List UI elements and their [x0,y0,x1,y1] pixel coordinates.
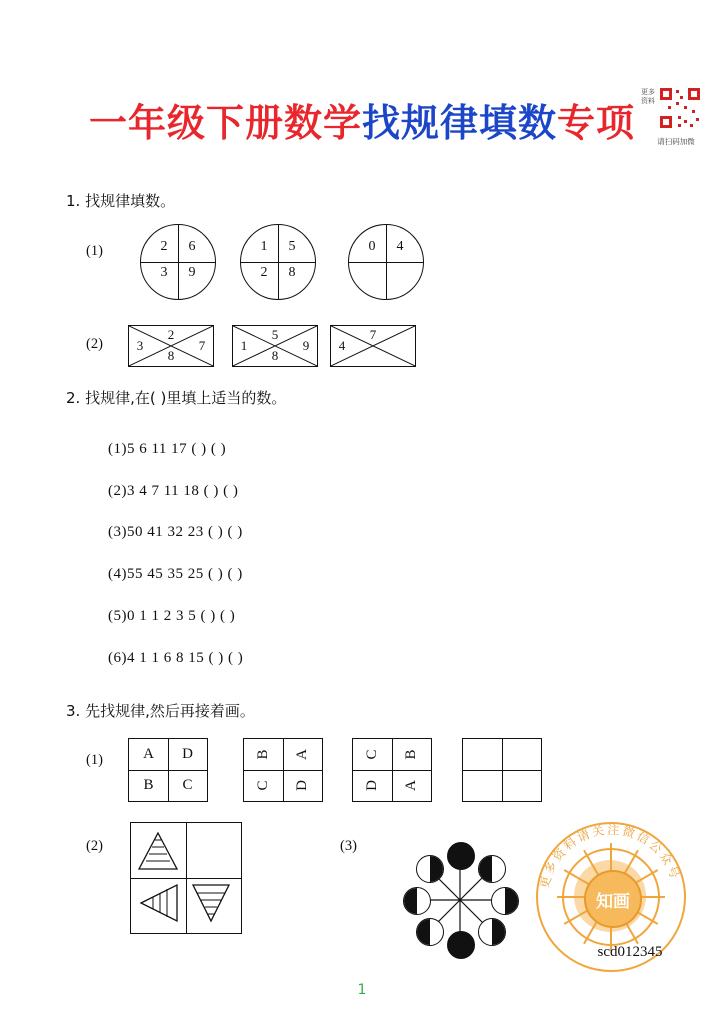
letter-box-3 [352,738,432,802]
title-part1: 一年级下册数学 [88,101,362,145]
moon-pinwheel-figure [390,842,530,962]
q2-row-3: (3)50 41 32 23 ( ) ( ) [108,524,243,540]
circle-3-top-left: 0 [368,239,376,254]
moon-top [447,842,475,870]
letter-box-1-cell-2: D [182,746,193,762]
letter-box-4-cell-2 [502,739,541,770]
q2-row-6: (6)4 1 1 6 8 15 ( ) ( ) [108,650,244,666]
letter-box-2-cell-3: C [255,780,271,791]
circle-2-top-right: 5 [288,239,296,254]
rect-2-top: 5 [271,327,279,342]
q1-item-2-label: (2) [86,336,103,352]
circle-1-top-right: 6 [188,239,196,254]
q3-item-2-label: (2) [86,838,103,854]
svg-text:更多资料请关注微信公众号: 更多资料请关注微信公众号 [537,822,683,890]
qr-code-image [658,86,702,130]
moon-bottom-right [478,918,506,946]
letter-box-1-cell-3: B [143,777,154,793]
letter-box-4-cell-1 [463,739,502,770]
moon-bottom-left [416,918,444,946]
letter-box-3-cell-2: B [403,749,419,760]
rect-figure-2 [232,325,318,367]
qr-side-text: 更多资料 [641,88,655,105]
rect-3-top: 7 [369,327,377,342]
letter-box-2-cell-1: B [255,749,271,760]
circle-2-top-left: 1 [260,239,268,254]
moon-top-right [478,855,506,883]
q1-item-1-label: (1) [86,243,103,259]
letter-box-1-cell-4: C [182,777,193,793]
title-part3: 专项 [557,101,636,145]
question-1-heading: 1. 找规律填数。 [66,192,176,210]
letter-box-2 [243,738,323,802]
circle-3-top-right: 4 [396,239,404,254]
circle-figure-2 [240,224,316,300]
letter-box-4-cell-3 [463,770,502,801]
letter-box-2-cell-4: D [294,780,310,791]
q2-row-5: (5)0 1 1 2 3 5 ( ) ( ) [108,608,236,624]
circle-1-top-left: 2 [160,239,168,254]
qr-code-block [640,86,708,158]
q2-row-1: (1)5 6 11 17 ( ) ( ) [108,441,227,457]
circle-1-bottom-left: 3 [160,265,168,280]
rect-1-left: 3 [136,338,144,353]
rect-2-bottom: 8 [271,348,279,363]
rect-1-top: 2 [167,327,175,342]
rect-1-right: 7 [198,338,206,353]
rect-figure-1 [128,325,214,367]
stamp-center-text: 知画 [584,870,642,928]
letter-box-3-cell-4: A [403,780,419,791]
rect-2-left: 1 [240,338,248,353]
rect-3-left: 4 [338,338,346,353]
question-2-heading: 2. 找规律,在( )里填上适当的数。 [66,389,287,407]
moon-top-left [416,855,444,883]
q2-row-4: (4)55 45 35 25 ( ) ( ) [108,566,243,582]
letter-box-4-cell-4 [502,770,541,801]
page-number: 1 [357,982,367,998]
question-3-heading: 3. 先找规律,然后再接着画。 [66,702,255,720]
rect-1-bottom: 8 [167,348,175,363]
letter-box-4-empty [462,738,542,802]
moon-right [491,887,519,915]
title-part2: 找规律填数 [361,101,557,145]
qr-caption: 请扫码加微 [657,137,695,146]
moon-left [403,887,431,915]
letter-box-1-cell-1: A [143,746,154,762]
q3-item-1-label: (1) [86,752,103,768]
letter-box-3-cell-3: D [364,780,380,791]
circle-2-bottom-left: 2 [260,265,268,280]
letter-box-3-cell-1: C [364,749,380,760]
circle-1-bottom-right: 9 [188,265,196,280]
q3-item-3-label: (3) [340,838,357,854]
q2-row-2: (2)3 4 7 11 18 ( ) ( ) [108,483,239,499]
circle-2-bottom-right: 8 [288,265,296,280]
rect-figure-3 [330,325,416,367]
shape-pattern-box [130,822,242,934]
stamp-code: scd012345 [597,944,663,960]
circle-figure-1 [140,224,216,300]
shape-pattern-svg [131,823,239,931]
moon-bottom [447,931,475,959]
letter-box-1 [128,738,208,802]
circle-figure-3 [348,224,424,300]
page-title [0,92,724,147]
rect-2-right: 9 [302,338,310,353]
letter-box-2-cell-2: A [294,749,310,760]
